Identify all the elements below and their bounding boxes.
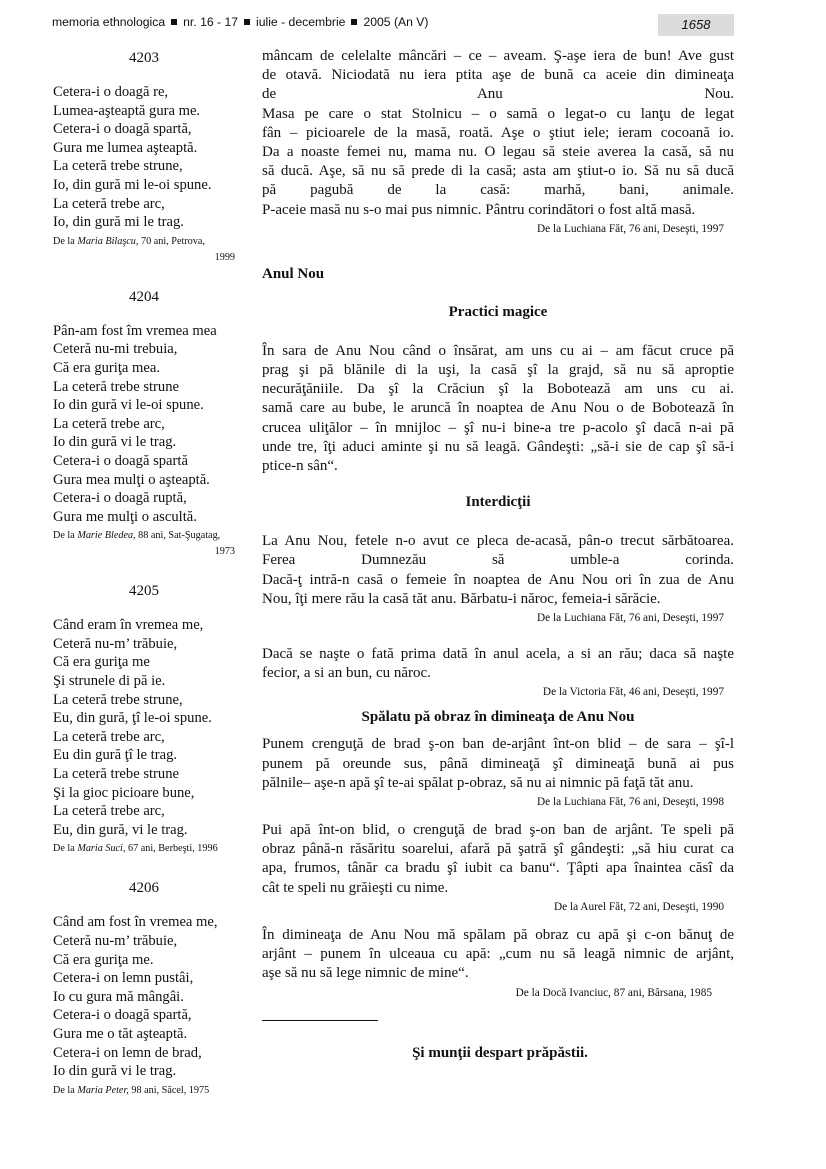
poem-block: [53, 286, 235, 561]
source-prefix: De la: [53, 843, 75, 855]
subsection-heading: Practici magice: [448, 303, 548, 320]
text-line: punem pă oreunde sus, până dimineaţă şî dimineaţă bună ai pus: [262, 755, 734, 772]
verse-line: Şi la gioc picioare bune,: [53, 784, 195, 801]
poem-number: 4203: [129, 50, 159, 66]
informant-name: Maria Peter,: [77, 1084, 129, 1096]
verse-line: La ceteră trebe strune,: [53, 691, 183, 708]
informant-name: Marie Bledea,: [77, 530, 136, 542]
spalatu-paragraph-1: [262, 735, 734, 793]
verse-line: Cetera-i on lemn pustâi,: [53, 970, 194, 987]
verse-line: Şi strunele di pă ie.: [53, 673, 166, 690]
verse-line: Io din gură vi le trag.: [53, 434, 177, 451]
verse-line: Că era guriţa mea.: [53, 359, 160, 376]
text-line: fân – picioarele de la masă, roată. Aşe o ştiut iele; ieram cocoană io.: [262, 124, 734, 141]
text-line: La Anu Nou, fetele n-o avut ce pleca de-acasă, pân-o trecut sărbătoarea.: [262, 533, 734, 550]
page-number: 1658: [658, 14, 734, 36]
poem-block: [53, 580, 235, 857]
text-line: În dimineaţa de Anu Nou mă spălam pă obraz cu apă şi c-on bănuţ de: [262, 926, 734, 943]
poem-block: [53, 877, 235, 1098]
source-citation: De la Luchiana Făt, 76 ani, Deseşti, 1998: [537, 796, 724, 809]
poem-number: 4205: [129, 583, 159, 600]
informant-name: Maria Suci,: [77, 843, 126, 855]
closing-title: Şi munţii despart prăpăstii.: [412, 1044, 588, 1061]
verse-line: La ceteră trebe arc,: [53, 728, 165, 745]
informant-name: Maria Bilaşcu,: [77, 235, 139, 247]
text-line: Ferea Dumnezău să umble-a corinda.: [262, 552, 734, 569]
verse-line: Cetera-i o doagă spartă,: [53, 121, 192, 138]
verse-line: Io cu gura mă mângâi.: [53, 988, 184, 1005]
poem-source: [53, 1083, 235, 1099]
verse-line: Gura me lumea aşteaptă.: [53, 139, 198, 156]
subsection-heading: Spălatu pă obraz în dimineaţa de Anu Nou: [361, 709, 635, 726]
source-citation: De la Luchiana Făt, 76 ani, Deseşti, 1997: [537, 222, 724, 235]
text-line: crucea uliţălor – în mnijloc – şî nu-i bine-a tre p-acolo şî dacă n-ai pă: [262, 419, 734, 436]
text-line: fecior, a si an bun, cu năroc.: [262, 665, 431, 682]
verse-line: Eu din gură ţî le trag.: [53, 747, 178, 764]
poem-verses: [53, 322, 235, 527]
verse-line: Eu, din gură, ţî le-oi spune.: [53, 710, 212, 727]
text-line: În sara de Anu Nou când o însărat, am uns cu ai – am făcut cruce pă: [262, 342, 734, 359]
text-line: prag şi pă blănile di la uşi, la casă şî la grajd, să nu să aproptie: [262, 362, 734, 379]
poems-column: [53, 47, 235, 1119]
poem-number: 4204: [129, 288, 159, 305]
square-bullet-icon: [244, 19, 250, 25]
issue-period: iulie - decembrie: [256, 15, 346, 29]
text-line: necurăţăniile. Da şî la Crăciun şî la Bobotează am uns cu ai.: [262, 381, 734, 398]
verse-line: Cetera-i o doagă re,: [53, 84, 169, 100]
spalatu-paragraph-2: [262, 821, 734, 898]
text-line: pă pagubă de la casă: marhă, bani, animale.: [262, 182, 734, 199]
poem-source: [53, 528, 235, 560]
informant-details: 70 ani, Petrova,: [141, 235, 205, 247]
text-line: cât te speli nu grăieşti cu nime.: [262, 879, 449, 896]
verse-line: Io, din gură mi le-oi spune.: [53, 176, 212, 193]
verse-line: Ceteră nu-mi trebuia,: [53, 341, 178, 358]
text-line: pălnile– aşe-n apă şî te-ai spălat p-obraz, să nu ai nimnic pă faţă tăt anu.: [262, 774, 694, 791]
verse-line: Ceteră nu-m’ trăbuie,: [53, 635, 178, 652]
source-prefix: De la: [53, 235, 75, 247]
square-bullet-icon: [171, 19, 177, 25]
source-year: 1973: [214, 546, 235, 558]
source-citation: De la Luchiana Făt, 76 ani, Deseşti, 1997: [537, 612, 724, 625]
informant-details: 88 ani, Sat-Şugatag,: [138, 530, 221, 542]
text-line: Nou, îţi mere rău la casă tăt anu. Bărbatu-i năroc, femeia-i sărăcie.: [262, 590, 661, 607]
verse-line: Io, din gură mi le trag.: [53, 214, 184, 231]
verse-line: Cetera-i on lemn de brad,: [53, 1044, 202, 1061]
verse-line: Gura me o tăt aşteaptă.: [53, 1025, 188, 1042]
text-line: ptice-n sân“.: [262, 458, 338, 475]
page-header: [52, 14, 734, 36]
text-line: obraz până-n răsăritu soarelui, afară pă şatră şî gândeşti: „să hiu curat ca: [262, 841, 734, 858]
poem-block: [53, 47, 235, 266]
verse-line: Gura mea mulţi o aşteaptă.: [53, 471, 210, 488]
poem-verses: [53, 913, 235, 1080]
text-line: samă care au bube, le aruncă în noaptea de Anu Nou o de Bobotează în: [262, 400, 734, 417]
verse-line: Gura me mulţi o ascultă.: [53, 508, 197, 525]
informant-details: 67 ani, Berbeşti, 1996: [127, 843, 218, 855]
text-line: mâncam de celelalte mâncări – ce – aveam. Ş-aşe iera de bun! Ave gust: [262, 48, 734, 64]
informant-details: 98 ani, Săcel, 1975: [131, 1084, 210, 1096]
verse-line: La ceteră trebe strune,: [53, 158, 183, 175]
verse-line: Cetera-i o doagă ruptă,: [53, 490, 187, 507]
verse-line: La ceteră trebe arc,: [53, 803, 165, 820]
source-year: 1999: [214, 251, 235, 263]
verse-line: Că era guriţa me.: [53, 951, 154, 968]
poem-source: [53, 841, 235, 857]
verse-line: Pân-am fost îm vremea mea: [53, 322, 217, 339]
verse-line: Când eram în vremea me,: [53, 617, 204, 634]
issue-number: nr. 16 - 17: [183, 15, 239, 29]
spalatu-paragraph-3: [262, 926, 734, 984]
issue-year: 2005 (An V): [363, 15, 429, 29]
text-column: [262, 47, 734, 1063]
verse-line: Cetera-i o doagă spartă,: [53, 1007, 192, 1024]
poem-number: 4206: [129, 880, 159, 897]
intro-paragraph: [262, 47, 734, 220]
verse-line: Că era guriţa me: [53, 654, 150, 671]
text-line: arjânt – punem în ulceaua cu apă: „cum nu să leagă nimnic de arjânt,: [262, 946, 734, 963]
verse-line: La ceteră trebe arc,: [53, 415, 165, 432]
subsection-heading: Interdicţii: [465, 494, 531, 511]
source-prefix: De la: [53, 530, 75, 542]
verse-line: Eu, din gură, vi le trag.: [53, 821, 188, 838]
section-heading: Anul Nou: [262, 265, 325, 282]
text-line: de Anu Nou.: [262, 86, 734, 103]
verse-line: La ceteră trebe strune: [53, 378, 179, 395]
verse-line: Cetera-i o doagă spartă: [53, 452, 188, 469]
text-line: de otavă. Niciodată nu iera ptita aşe de bună ca aceie din dimineaţa: [262, 67, 734, 84]
source-citation: De la Aurel Făt, 72 ani, Deseşti, 1990: [553, 900, 724, 913]
text-line: să ducă. Aşe, să nu să prede di la casă; asta am ştiut-o io. Să nu să ducă: [262, 163, 734, 180]
verse-line: Io din gură vi le trag.: [53, 1063, 177, 1080]
source-citation: De la Docă Ivanciuc, 87 ani, Bârsana, 1985: [515, 986, 712, 999]
verse-line: Când am fost în vremea me,: [53, 914, 218, 931]
text-line: Dacă-ţ intră-n casă o femeie în noaptea de Anu Nou ori în zua de Anu: [262, 571, 734, 588]
poem-source: [53, 234, 235, 266]
verse-line: Lumea-aşteaptă gura me.: [53, 102, 201, 119]
text-line: Masa pe care o stat Stolnicu – o samă o legat-o cu lanţu de legat: [262, 105, 734, 122]
practici-paragraph: [262, 342, 734, 476]
fata-paragraph: [262, 645, 734, 683]
verse-line: Ceteră nu-m’ trăbuie,: [53, 933, 178, 949]
poem-verses: [53, 616, 235, 839]
source-citation: De la Victoria Făt, 46 ani, Deseşti, 1997: [542, 686, 724, 699]
verse-line: La ceteră trebe arc,: [53, 195, 165, 212]
interdictii-paragraph: [262, 532, 734, 609]
text-line: apa, frumos, tânăr ca bradu şî iubit ca banu“. Ţâpti apa înaintea căsî da: [262, 860, 734, 877]
verse-line: Io din gură vi le-oi spune.: [53, 397, 204, 414]
text-line: P-aceie masă nu s-o mai pus nimnic. Pântru corindători o fost altă masă.: [262, 201, 696, 218]
footnote-divider: [262, 1020, 378, 1021]
source-prefix: De la: [53, 1084, 75, 1096]
text-line: aşe să nu să lege nimnic de mine“.: [262, 965, 469, 982]
text-line: Pui apă înt-on blid, o crenguţă de brad ş-on ban de arjânt. Te speli pă: [262, 822, 734, 839]
verse-line: La ceteră trebe strune: [53, 766, 179, 783]
text-line: Da a noaste femei nu, mama nu. O legau să steie averea la casă, să nu: [262, 144, 734, 161]
text-line: Dacă se naşte o fată prima dată în anul acela, a si an rău; daca să naşte: [262, 646, 734, 663]
journal-title: memoria ethnologica: [52, 15, 166, 29]
poem-verses: [53, 83, 235, 232]
journal-header: [52, 14, 429, 30]
text-line: Punem crenguţă de brad ş-on ban de-arjânt înt-on blid – de sara – şî-l: [262, 736, 734, 753]
square-bullet-icon: [351, 19, 357, 25]
text-line: unde tre, îţi aduci aminte şi nu să leagă. Gândeşti: „să-i sie de cap şî să-i: [262, 438, 734, 455]
